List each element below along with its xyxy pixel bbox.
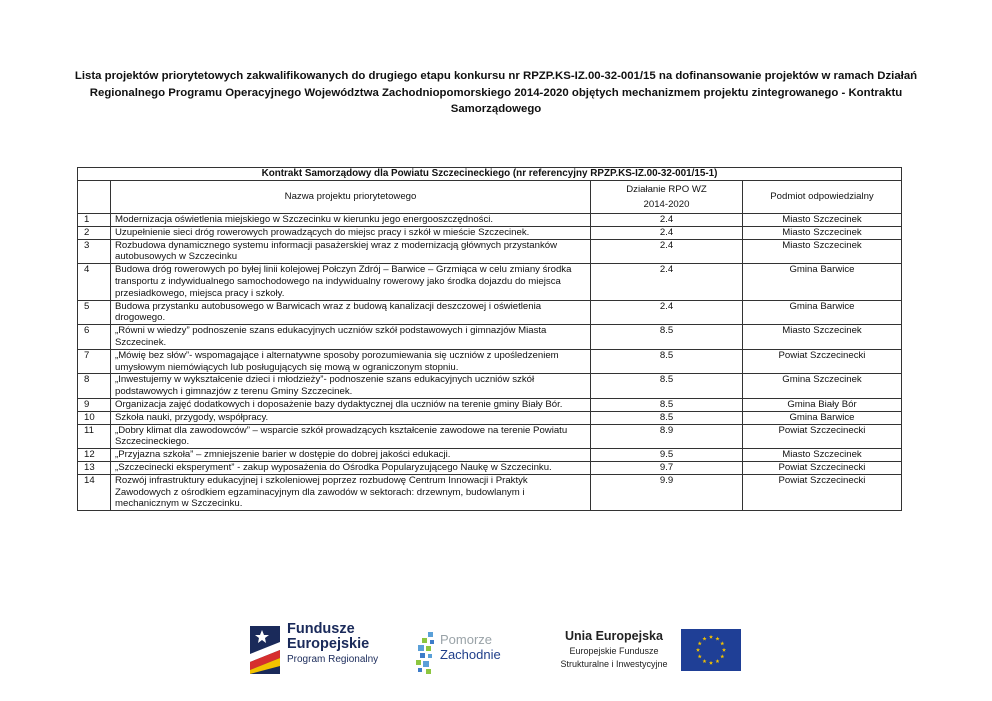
row-entity: Miasto Szczecinek — [743, 214, 902, 227]
table-row — [78, 424, 902, 449]
row-entity: Miasto Szczecinek — [743, 226, 902, 239]
row-entity: Powiat Szczecinecki — [743, 461, 902, 474]
projects-table — [77, 167, 902, 511]
row-entity: Gmina Barwice — [743, 264, 902, 300]
unia-europejska-text — [549, 630, 679, 671]
row-number: 5 — [78, 300, 111, 325]
table-row — [78, 325, 902, 350]
fe-line2: Europejskie — [287, 636, 370, 652]
row-number: 3 — [78, 239, 111, 264]
row-project-name: Uzupełnienie sieci dróg rowerowych prowadzących do miejsc pracy i szkół w mieście Szczecinek. — [111, 226, 591, 239]
row-number: 7 — [78, 349, 111, 374]
pomorze-zachodnie-text — [440, 632, 501, 662]
pomorze-zachodnie-logo-icon — [414, 630, 440, 676]
row-project-name: „Szczecinecki eksperyment” - zakup wyposażenia do Ośrodka Popularyzującego Naukę w Szczecinku. — [111, 461, 591, 474]
pz-line2: Zachodnie — [440, 647, 501, 662]
row-project-name: „Inwestujemy w wykształcenie dzieci i młodzieży”- podnoszenie szans edukacyjnych uczniów szkół podstawowych i gimnazjów z terenu Gminy Szczecinek. — [111, 374, 591, 399]
row-action: 8.5 — [591, 349, 743, 374]
row-action: 8.5 — [591, 374, 743, 399]
row-number: 2 — [78, 226, 111, 239]
row-project-name: „Przyjazna szkoła” – zmniejszenie barier w dostępie do dobrej jakości edukacji. — [111, 449, 591, 462]
fundusze-europejskie-text — [287, 622, 378, 667]
row-action: 8.5 — [591, 411, 743, 424]
table-row — [78, 474, 902, 510]
row-action: 9.5 — [591, 449, 743, 462]
fundusze-europejskie-logo-icon — [248, 624, 282, 676]
row-number: 4 — [78, 264, 111, 300]
table-row — [78, 239, 902, 264]
row-number: 6 — [78, 325, 111, 350]
table-row — [78, 411, 902, 424]
table-header-row — [78, 181, 902, 214]
eu-flag-icon — [681, 629, 741, 671]
row-entity: Powiat Szczecinecki — [743, 474, 902, 510]
table-caption: Kontrakt Samorządowy dla Powiatu Szczecineckiego (nr referencyjny RPZP.KS-IZ.00-32-001/15-1) — [78, 168, 902, 181]
table-row — [78, 214, 902, 227]
row-action: 8.5 — [591, 325, 743, 350]
row-action: 2.4 — [591, 214, 743, 227]
row-entity: Powiat Szczecinecki — [743, 349, 902, 374]
row-number: 13 — [78, 461, 111, 474]
row-number: 9 — [78, 398, 111, 411]
row-number: 1 — [78, 214, 111, 227]
table-row — [78, 398, 902, 411]
row-project-name: Budowa przystanku autobusowego w Barwicach wraz z budową kanalizacji deszczowej i oświetlenia drogowego. — [111, 300, 591, 325]
row-entity: Gmina Szczecinek — [743, 374, 902, 399]
fe-line3: Program Regionalny — [287, 654, 379, 665]
header-num — [78, 181, 111, 214]
document-title: Lista projektów priorytetowych zakwalifikowanych do drugiego etapu konkursu nr RPZP.KS-IZ.00-32-001/15 na dofinansowanie projektów w ramach Działań Regionalnego Programu Operacyjnego Województwa Zachodniopomorskiego 2014-2020 objętych mechanizmem projektu zintegrowanego - Kontraktu Samorządowego — [74, 70, 918, 115]
header-action — [591, 181, 743, 214]
header-action-line1: Działanie RPO WZ — [626, 184, 707, 195]
header-project-name: Nazwa projektu priorytetowego — [111, 181, 591, 214]
row-project-name: Organizacja zajęć dodatkowych i doposażenie bazy dydaktycznej dla uczniów na terenie gminy Biały Bór. — [111, 398, 591, 411]
row-entity: Gmina Barwice — [743, 411, 902, 424]
ue-line2: Europejskie Fundusze — [569, 646, 659, 656]
row-action: 8.9 — [591, 424, 743, 449]
header-entity: Podmiot odpowiedzialny — [743, 181, 902, 214]
table-row — [78, 226, 902, 239]
row-number: 8 — [78, 374, 111, 399]
table-row — [78, 449, 902, 462]
row-action: 9.7 — [591, 461, 743, 474]
row-number: 10 — [78, 411, 111, 424]
row-project-name: „Dobry klimat dla zawodowców” – wsparcie szkół prowadzących kształcenie zawodowe na terenie Powiatu Szczecineckiego. — [111, 424, 591, 449]
row-project-name: Szkoła nauki, przygody, współpracy. — [111, 411, 591, 424]
row-project-name: „Mówię bez słów”- wspomagające i alternatywne sposoby porozumiewania się uczniów z upośledzeniem umysłowym niemówiących lub posługujących się mową w ograniczonym stopniu. — [111, 349, 591, 374]
fe-line1: Fundusze — [287, 621, 355, 637]
row-entity: Powiat Szczecinecki — [743, 424, 902, 449]
row-project-name: Rozwój infrastruktury edukacyjnej i szkoleniowej poprzez rozbudowę Centrum Innowacji i Praktyk Zawodowych z ośrodkiem egzaminacyjnym dla zawodów w sektorach: drzewnym, budowlanym i mechanicznym w Szczecinku. — [111, 474, 591, 510]
row-entity: Miasto Szczecinek — [743, 239, 902, 264]
header-action-line2: 2014-2020 — [643, 199, 690, 210]
row-action: 8.5 — [591, 398, 743, 411]
row-action: 2.4 — [591, 300, 743, 325]
row-project-name: Rozbudowa dynamicznego systemu informacji pasażerskiej wraz z modernizacją głównych przystanków autobusowych w Szczecinku — [111, 239, 591, 264]
row-action: 2.4 — [591, 264, 743, 300]
table-caption-row — [78, 168, 902, 181]
row-number: 12 — [78, 449, 111, 462]
row-entity: Miasto Szczecinek — [743, 449, 902, 462]
ue-line1: Unia Europejska — [565, 629, 663, 643]
pz-line1: Pomorze — [440, 632, 493, 647]
row-entity: Gmina Barwice — [743, 300, 902, 325]
table-row — [78, 349, 902, 374]
table-row — [78, 374, 902, 399]
row-project-name: Modernizacja oświetlenia miejskiego w Szczecinku w kierunku jego energooszczędności. — [111, 214, 591, 227]
row-action: 2.4 — [591, 239, 743, 264]
row-number: 14 — [78, 474, 111, 510]
row-project-name: „Równi w wiedzy” podnoszenie szans edukacyjnych uczniów szkół podstawowych i gimnazjów Miasta Szczecinek. — [111, 325, 591, 350]
table-row — [78, 264, 902, 300]
row-action: 2.4 — [591, 226, 743, 239]
table-row — [78, 300, 902, 325]
table-row — [78, 461, 902, 474]
footer-logos — [0, 616, 992, 686]
row-entity: Gmina Biały Bór — [743, 398, 902, 411]
row-action: 9.9 — [591, 474, 743, 510]
ue-line3: Strukturalne i Inwestycyjne — [560, 659, 668, 669]
row-number: 11 — [78, 424, 111, 449]
row-entity: Miasto Szczecinek — [743, 325, 902, 350]
row-project-name: Budowa dróg rowerowych po byłej linii kolejowej Połczyn Zdrój – Barwice – Grzmiąca w celu zmiany środka transportu z indywidualnego samochodowego na indywidualny rowerowy jako środka dojazdu do miejsca przesiadkowego, miejsca pracy i szkoły. — [111, 264, 591, 300]
